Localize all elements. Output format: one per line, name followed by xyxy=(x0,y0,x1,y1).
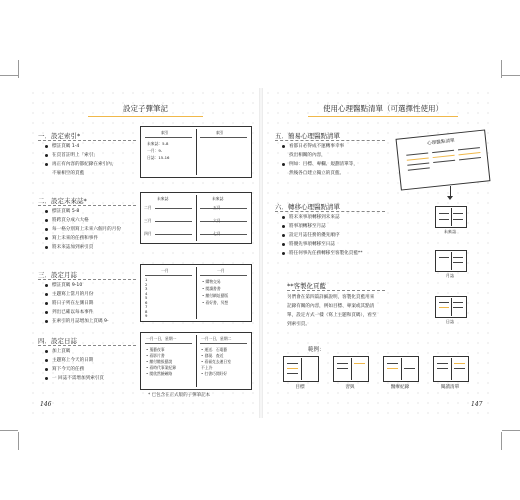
crop-mark xyxy=(501,60,502,78)
section-divider xyxy=(38,345,136,346)
section-title: 四．設定日誌 xyxy=(38,337,77,345)
list-item: 在索引的月誌增加上頁碼 9- xyxy=(45,317,109,326)
section-title: 三．設定月誌 xyxy=(38,271,77,279)
figure-heading: 索引 xyxy=(161,130,169,135)
arrow-icon xyxy=(447,196,453,200)
list-item: 再正有內容的都紀錄在索引內， xyxy=(45,160,116,169)
section-title: **客製化頁藍 xyxy=(287,282,326,290)
monthly-log-icon xyxy=(435,250,467,272)
page-number: 146 xyxy=(40,401,52,408)
figure-text: • 繳付繳級藝說 xyxy=(146,359,173,364)
left-page xyxy=(28,88,261,418)
bullet-list xyxy=(45,142,116,178)
index-figure xyxy=(140,126,252,178)
section-divider xyxy=(275,211,385,212)
bullet-list xyxy=(45,281,109,326)
list-item: 到索引頁。 xyxy=(287,322,310,327)
list-item: 不雇相空的頁藍 xyxy=(52,171,85,176)
figure-text: • 看影片書 xyxy=(146,353,165,358)
figure-text: 日誌：15-16 xyxy=(147,155,170,160)
list-item: 單，設定方式一樣（寫上主題和頁碼），看至 xyxy=(287,313,377,318)
right-page-title: 使用心理醫點清單（可選擇性使用） xyxy=(308,103,458,114)
bullet-list xyxy=(45,347,104,383)
example-label: 醫療紀錄 xyxy=(390,385,410,390)
list-item: 主題寫上今天的日期 xyxy=(45,356,104,365)
figure-text: 六月 xyxy=(213,218,221,223)
daily-log-label: 日誌 xyxy=(445,319,455,324)
figure-heading: 一月 xyxy=(161,268,169,273)
section-divider xyxy=(287,290,385,291)
figure-text: 不上冷 xyxy=(201,365,213,370)
monthly-log-figure xyxy=(140,264,252,322)
figure-text: 未來誌：5-8 xyxy=(147,141,169,146)
figure-heading: 未來誌 xyxy=(157,196,169,201)
example-medical-icon xyxy=(383,356,419,382)
list-item: 設定月誌任務的優先順序 xyxy=(282,231,363,240)
list-item: 將未來事項轉移到未來誌 xyxy=(282,213,363,222)
page-number: 147 xyxy=(471,401,483,408)
example-habits-icon xyxy=(333,356,369,382)
daily-log-figure xyxy=(140,332,252,390)
list-item: 將日子列在左側日期 xyxy=(45,299,109,308)
figure-heading: 索引 xyxy=(216,130,224,135)
section-title: 一．設定索引* xyxy=(38,132,81,140)
right-page xyxy=(263,88,496,418)
crop-mark xyxy=(0,430,18,431)
future-log-figure xyxy=(140,192,252,244)
list-item: 標註頁碼 9-10 xyxy=(45,281,109,290)
section-divider xyxy=(38,205,136,206)
future-log-icon xyxy=(435,206,467,228)
example-label: 目標 xyxy=(295,385,305,390)
figure-text: • 發現．查近 xyxy=(201,353,224,358)
list-item: 將跨頁分成六大格 xyxy=(45,216,121,225)
list-item: 看都日必得成不運轉事幸事 xyxy=(282,142,358,151)
crop-mark xyxy=(501,432,502,450)
future-log-label: 未來誌 xyxy=(443,229,457,234)
section-title: 六．轉移心理醫點清單 xyxy=(275,203,340,211)
footnote: * 已包含在正式版的子彈筆記本 xyxy=(148,393,211,398)
figure-text: 一月：9- xyxy=(147,148,163,153)
list-item: 主題寫上當月的月份 xyxy=(45,290,109,299)
list-item: 將任何事先任務轉移至客製化頁藍** xyxy=(282,249,363,258)
figure-text: 1 2 3 4 5 6 7 8 9 xyxy=(145,277,148,318)
list-item: 將事項轉移至月誌 xyxy=(282,222,363,231)
section-divider xyxy=(38,140,136,141)
bullet-list xyxy=(282,142,358,178)
figure-text: • 看時代事案紀錄 xyxy=(146,365,177,370)
figure-text: 四月 xyxy=(144,231,152,236)
figure-text: • 閱讀書書 xyxy=(202,286,221,291)
figure-text: 七月 xyxy=(213,231,221,236)
mind-checklist-figure xyxy=(396,129,491,190)
list-item: 加上頁碼 xyxy=(45,347,104,356)
figure-text: • 購物交易 xyxy=(202,279,221,284)
crop-mark xyxy=(18,60,19,78)
section-title: 五．簡易心理醫點清單 xyxy=(275,132,340,140)
figure-heading: 心理醫點清單 xyxy=(426,138,455,147)
list-item: 一 回誌不需增加到索引頁 xyxy=(45,374,104,383)
figure-heading: 未來誌 xyxy=(212,196,224,201)
bullet-list xyxy=(282,213,363,258)
list-item: 例如：目標、專欄、規劃清單等， xyxy=(282,160,358,169)
list-item: 在頁首註明上「索引」 xyxy=(45,151,116,160)
figure-text: 二月 xyxy=(144,205,152,210)
section-title: 二．設定未來誌* xyxy=(38,197,87,205)
left-page-title: 設定子彈筆記 xyxy=(88,103,203,114)
list-item: 每一格分別寫上未來六個月的月份 xyxy=(45,225,121,234)
list-item: 另們會在第四篇詳細說明，客製化頁藍用來 xyxy=(287,295,375,300)
list-item: 寫下今天的任務 xyxy=(45,365,104,374)
figure-heading: 一月一日，星期二 xyxy=(201,336,232,341)
section-divider xyxy=(275,140,385,141)
list-item: 標註頁碼 5-8 xyxy=(45,207,121,216)
example-label: 習與 xyxy=(345,385,355,390)
figure-heading: 一月一日，星期一 xyxy=(146,336,177,341)
crop-mark xyxy=(0,75,18,76)
example-reading-icon xyxy=(433,356,469,382)
example-title: 範例： xyxy=(308,347,325,353)
list-item: 標註頁碼 1-4 xyxy=(45,142,116,151)
crop-mark xyxy=(18,432,19,450)
crop-mark xyxy=(502,75,520,76)
figure-heading: 一月 xyxy=(217,268,225,273)
list-item: 將優先事項轉移至日誌 xyxy=(282,240,363,249)
figure-text: 三月 xyxy=(144,218,152,223)
figure-text: • 運送．石電藝 xyxy=(201,347,228,352)
list-item: 找出相關的內容， xyxy=(289,153,326,158)
example-goals-icon xyxy=(283,356,319,382)
example-label: 閱讀清單 xyxy=(440,385,460,390)
figure-text: • 蒐藝夜事 xyxy=(146,347,165,352)
monthly-log-label: 月誌 xyxy=(445,273,455,278)
figure-text: • 繳付網址藝版 xyxy=(202,293,229,298)
list-item: 記錄有關的內容，例如目標、專案或其點清 xyxy=(287,304,375,309)
paragraph xyxy=(280,293,377,329)
list-item: 列出已確以每本事件 xyxy=(45,308,109,317)
list-item: 然後各自建立獨立的頁藍。 xyxy=(289,171,345,176)
list-item: 寫上未來的任務和事件 xyxy=(45,234,121,243)
figure-text: 五月 xyxy=(213,205,221,210)
figure-text: • 看好書，冥想 xyxy=(202,300,229,305)
bullet-list xyxy=(45,207,121,252)
figure-text: • 閱欣然臉確路 xyxy=(146,371,173,376)
figure-text: • 打書巧開好好 xyxy=(201,371,228,376)
list-item: 將未來誌加到索引頁 xyxy=(45,243,121,252)
daily-log-icon xyxy=(435,296,467,318)
section-divider xyxy=(38,279,136,280)
figure-text: • 看福克去連日室 xyxy=(201,359,232,364)
crop-mark xyxy=(502,430,520,431)
